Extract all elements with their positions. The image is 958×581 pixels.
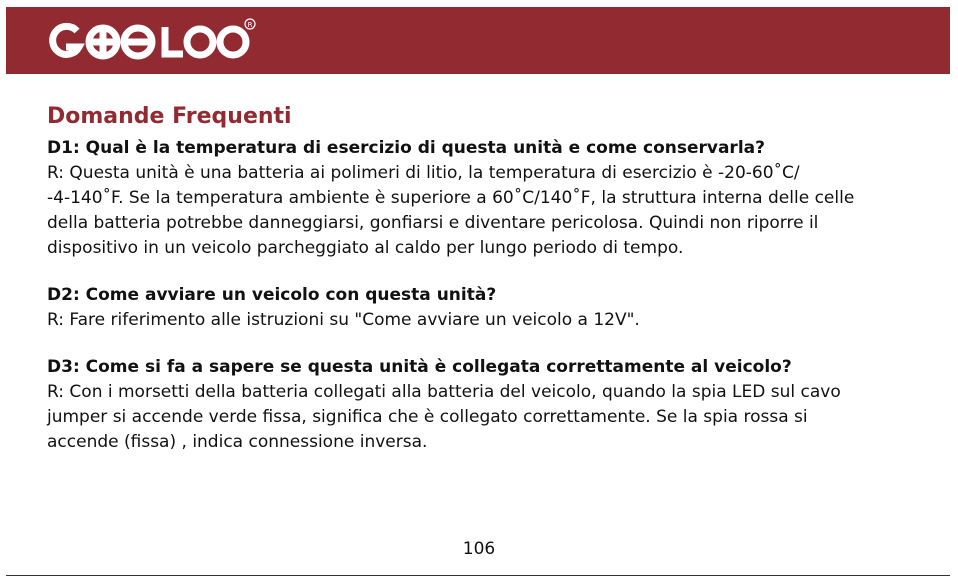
- faq-answer: R: Questa unità è una batteria ai polimeri di litio, la temperatura di esercizio è -20-60˚C/ -4-140˚F. Se la temperatura ambiente è superiore a 60˚C/140˚F, la struttura interna delle celle della batteria potrebbe danneggiarsi, gonfiarsi e diventare pericolosa. Quindi non riporre il dispositivo in un veicolo parcheggiato al caldo per lungo periodo di tempo.: [47, 163, 855, 258]
- faq-answer: R: Fare riferimento alle istruzioni su "Come avviare un veicolo a 12V".: [47, 310, 640, 330]
- page-number: 106: [462, 539, 496, 559]
- faq-item-1: [47, 136, 917, 261]
- faq-item-2: [47, 283, 917, 333]
- page-title: Domande Frequenti: [47, 104, 292, 129]
- faq-question: D3: Come si fa a sapere se questa unità è collegata correttamente al veicolo?: [47, 357, 792, 377]
- registered-mark: R: [247, 21, 253, 29]
- faq-question: D1: Qual è la temperatura di esercizio di questa unità e come conservarla?: [47, 138, 765, 158]
- bottom-divider: [6, 575, 950, 576]
- faq-answer: R: Con i morsetti della batteria collegati alla batteria del veicolo, quando la spia LED sul cavo jumper si accende verde fissa, significa che è collegato correttamente. Se la spia rossa si accende (fissa) , indica connessione inversa.: [47, 382, 841, 452]
- gooloo-logo: [46, 17, 256, 65]
- faq-question: D2: Come avviare un veicolo con questa unità?: [47, 285, 497, 305]
- header-bar: [6, 7, 950, 74]
- faq-content: [47, 102, 917, 477]
- gooloo-logo-icon: [46, 17, 256, 65]
- faq-item-3: [47, 355, 917, 455]
